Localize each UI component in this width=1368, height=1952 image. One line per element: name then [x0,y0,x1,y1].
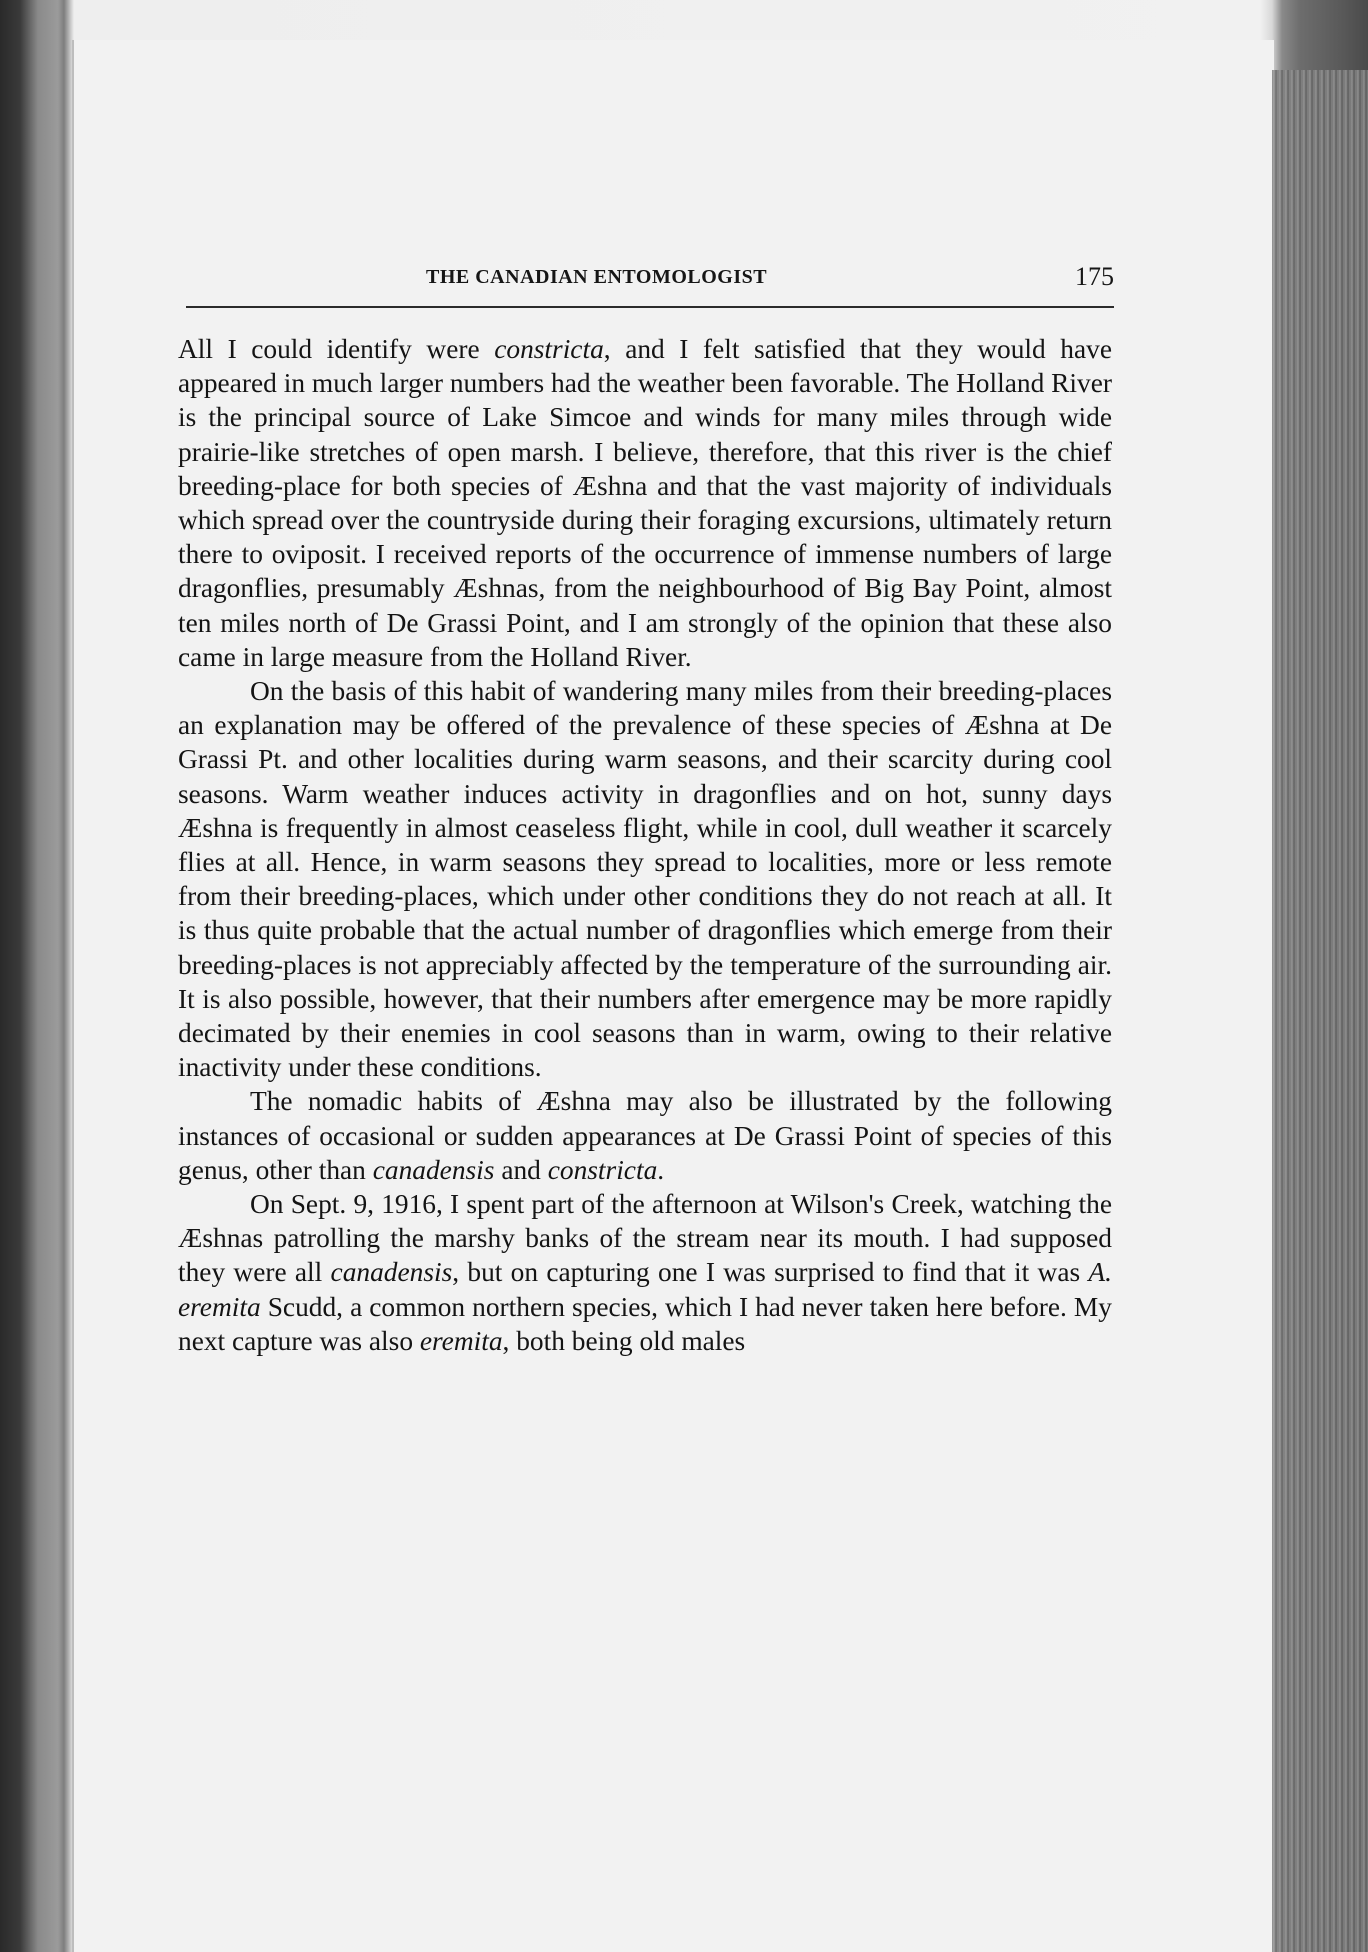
text-run: The nomadic habits of Æshna may also be illustrated by the following instances of occasional or sudden appearances at De Grassi Point of species of this genus, other than [178,1086,1112,1185]
italic-text: A. eremita [178,1257,1112,1322]
page-number: 175 [1075,262,1114,291]
text-run: On the basis of this habit of wandering many miles from their breeding-places an explanation may be offered of the prevalence of these species of Æshna at De Grassi Pt. and other localities during warm seasons, and their scarcity during cool seasons. Warm weather induces activity in dragonflies and on hot, sunny days Æshna is frequently in almost ceaseless flight, while in cool, dull weather it scarcely flies at all. Hence, in warm seasons they spread to localities, more or less remote from their breeding-places, which under other conditions they do not reach at all. It is thus quite probable that the actual number of dragonflies which emerge from their breeding-places is not appreciably affected by the temperature of the surrounding air. It is also possible, however, that their numbers after emergence may be more rapidly decimated by their enemies in cool seasons than in warm, owing to their relative inactivity under these conditions. [178,676,1112,1083]
paragraph [178,1084,1112,1187]
running-head: THE CANADIAN ENTOMOLOGIST [426,266,768,288]
paragraph [178,1187,1112,1358]
text-run: , both being old males [502,1325,746,1356]
body-text [178,332,1112,1358]
text-run: , and I felt satisfied that they would have appeared in much larger numbers had the weather been favorable. The Holland River is the principal source of Lake Simcoe and winds for many miles through wide prairie-like stretches of open marsh. I believe, therefore, that this river is the chief breeding-place for both species of Æshna and that the vast majority of individuals which spread over the countryside during their foraging excursions, ultimately return there to oviposit. I received reports of the occurrence of immense numbers of large dragonflies, presumably Æshnas, from the neighbourhood of Big Bay Point, almost ten miles north of De Grassi Point, and I am strongly of the opinion that these also came in large measure from the Holland River. [178,334,1113,672]
page-header [186,262,1114,302]
text-run: Scudd, a common northern species, which I had never taken here before. My next capture was also [178,1291,1112,1356]
paragraph [178,674,1112,1084]
text-run: On Sept. 9, 1916, I spent part of the afternoon at Wilson's Creek, watching the Æshnas patrolling the marshy banks of the stream near its mouth. I had supposed they were all [178,1189,1112,1288]
page-edges [1272,70,1368,1952]
italic-text: constricta [547,1154,658,1185]
text-run: . [657,1154,665,1185]
text-run: All I could identify were [178,334,495,364]
text-run: and [494,1154,548,1185]
paragraph [178,332,1112,674]
italic-text: canadensis [372,1154,495,1185]
header-rule [186,306,1114,308]
italic-text: constricta [494,334,604,364]
italic-text: eremita [419,1325,503,1356]
italic-text: canadensis [330,1257,453,1288]
text-run: , but on capturing one I was surprised to find that it was [452,1257,1089,1288]
